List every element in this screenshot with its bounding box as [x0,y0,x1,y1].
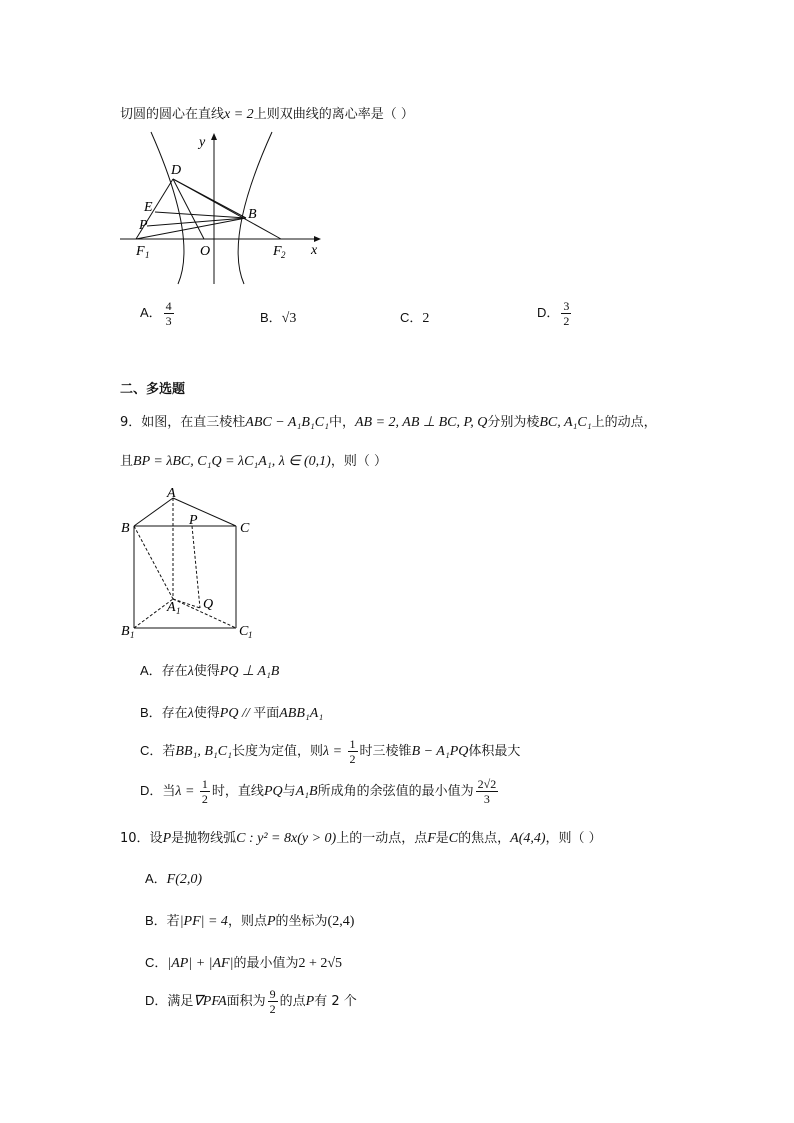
q8-option-d[interactable]: D． $\frac{3}{2}$ [537,299,570,328]
label-F1: F [136,244,145,259]
q10-option-d[interactable]: D．满足∇PFA面积为 $\frac{9}{2}$ 的点P有 2 个 [145,987,357,1016]
label-B: B [121,521,130,536]
prism-figure [118,484,268,644]
label-F2: F [273,244,282,259]
section-heading: 二、多选题 [120,382,186,397]
fraction: $\frac{9}{2}$ [269,987,276,1016]
fraction: $\frac{2√2}{3}$ [477,777,497,806]
q8-option-a[interactable]: A． $\frac{4}{3}$ [140,299,172,328]
label-F1-sub: 1 [145,250,150,260]
label-Q: Q [203,597,214,612]
q8-intro: 切圆的圆心在直线x = 2上则双曲线的离心率是（ ） [120,107,414,122]
label-P: P [189,513,198,528]
q10-option-a[interactable]: A．F(2,0) [145,871,203,887]
label-F2-sub: 2 [281,250,286,260]
label-x: x [311,243,318,258]
fraction: $\frac{4}{3}$ [165,299,172,328]
label-C: C [240,521,250,536]
label-y: y [199,135,206,150]
label-A: A [167,486,176,501]
q10-option-b[interactable]: B．若|PF| = 4，则点P的坐标为(2,4) [145,913,355,929]
label-E: E [144,200,153,215]
q10-option-c[interactable]: C．|AP| + |AF|的最小值为2 + 2√5 [145,955,343,971]
q9-option-c[interactable]: C．若BB₁, B₁C₁长度为定值，则λ = $\frac{1}{2}$ 时三棱锥B − A₁PQ体积最大 [140,737,521,766]
q9-stem-line1: 9．如图，在直三棱柱ABC − A₁B₁C₁中，AB = 2, AB ⊥ BC, P, Q分别为棱BC, A₁C₁上的动点， [120,415,657,430]
label-C1-sub: 1 [248,630,253,640]
label-C1: C [239,624,249,639]
label-D: D [171,163,182,178]
q9-option-a[interactable]: A．存在λ使得PQ ⊥ A₁B [140,663,280,679]
label-A1-sub: 1 [176,606,181,616]
label-P: P [139,218,148,233]
label-B1-sub: 1 [130,630,135,640]
fraction: $\frac{3}{2}$ [563,299,570,328]
q8-intro-math: x = 2 [224,107,254,122]
label-O: O [200,244,211,259]
hyperbola-figure [118,128,338,288]
label-A1: A [167,600,176,615]
fraction: $\frac{1}{2}$ [349,737,356,766]
label-B: B [248,207,257,222]
q8-option-b[interactable]: B．√3 [260,310,297,326]
q9-stem-line2: 且BP = λBC, C₁Q = λC₁A₁, λ ∈ (0,1)，则（ ） [120,454,387,469]
label-B1: B [121,624,130,639]
q9-option-d[interactable]: D．当λ = $\frac{1}{2}$ 时，直线PQ与A₁B所成角的余弦值的最小值为 $\frac{2√2}{3}$ [140,777,497,806]
q9-option-b[interactable]: B．存在λ使得PQ // 平面ABB₁A₁ [140,705,324,721]
q10-stem: 10．设P是抛物线弧C : y² = 8x(y > 0)上的一动点，点F是C的焦点，A(4,4)，则（ ） [120,831,602,846]
q8-option-c[interactable]: C．2 [400,310,430,326]
fraction: $\frac{1}{2}$ [201,777,208,806]
